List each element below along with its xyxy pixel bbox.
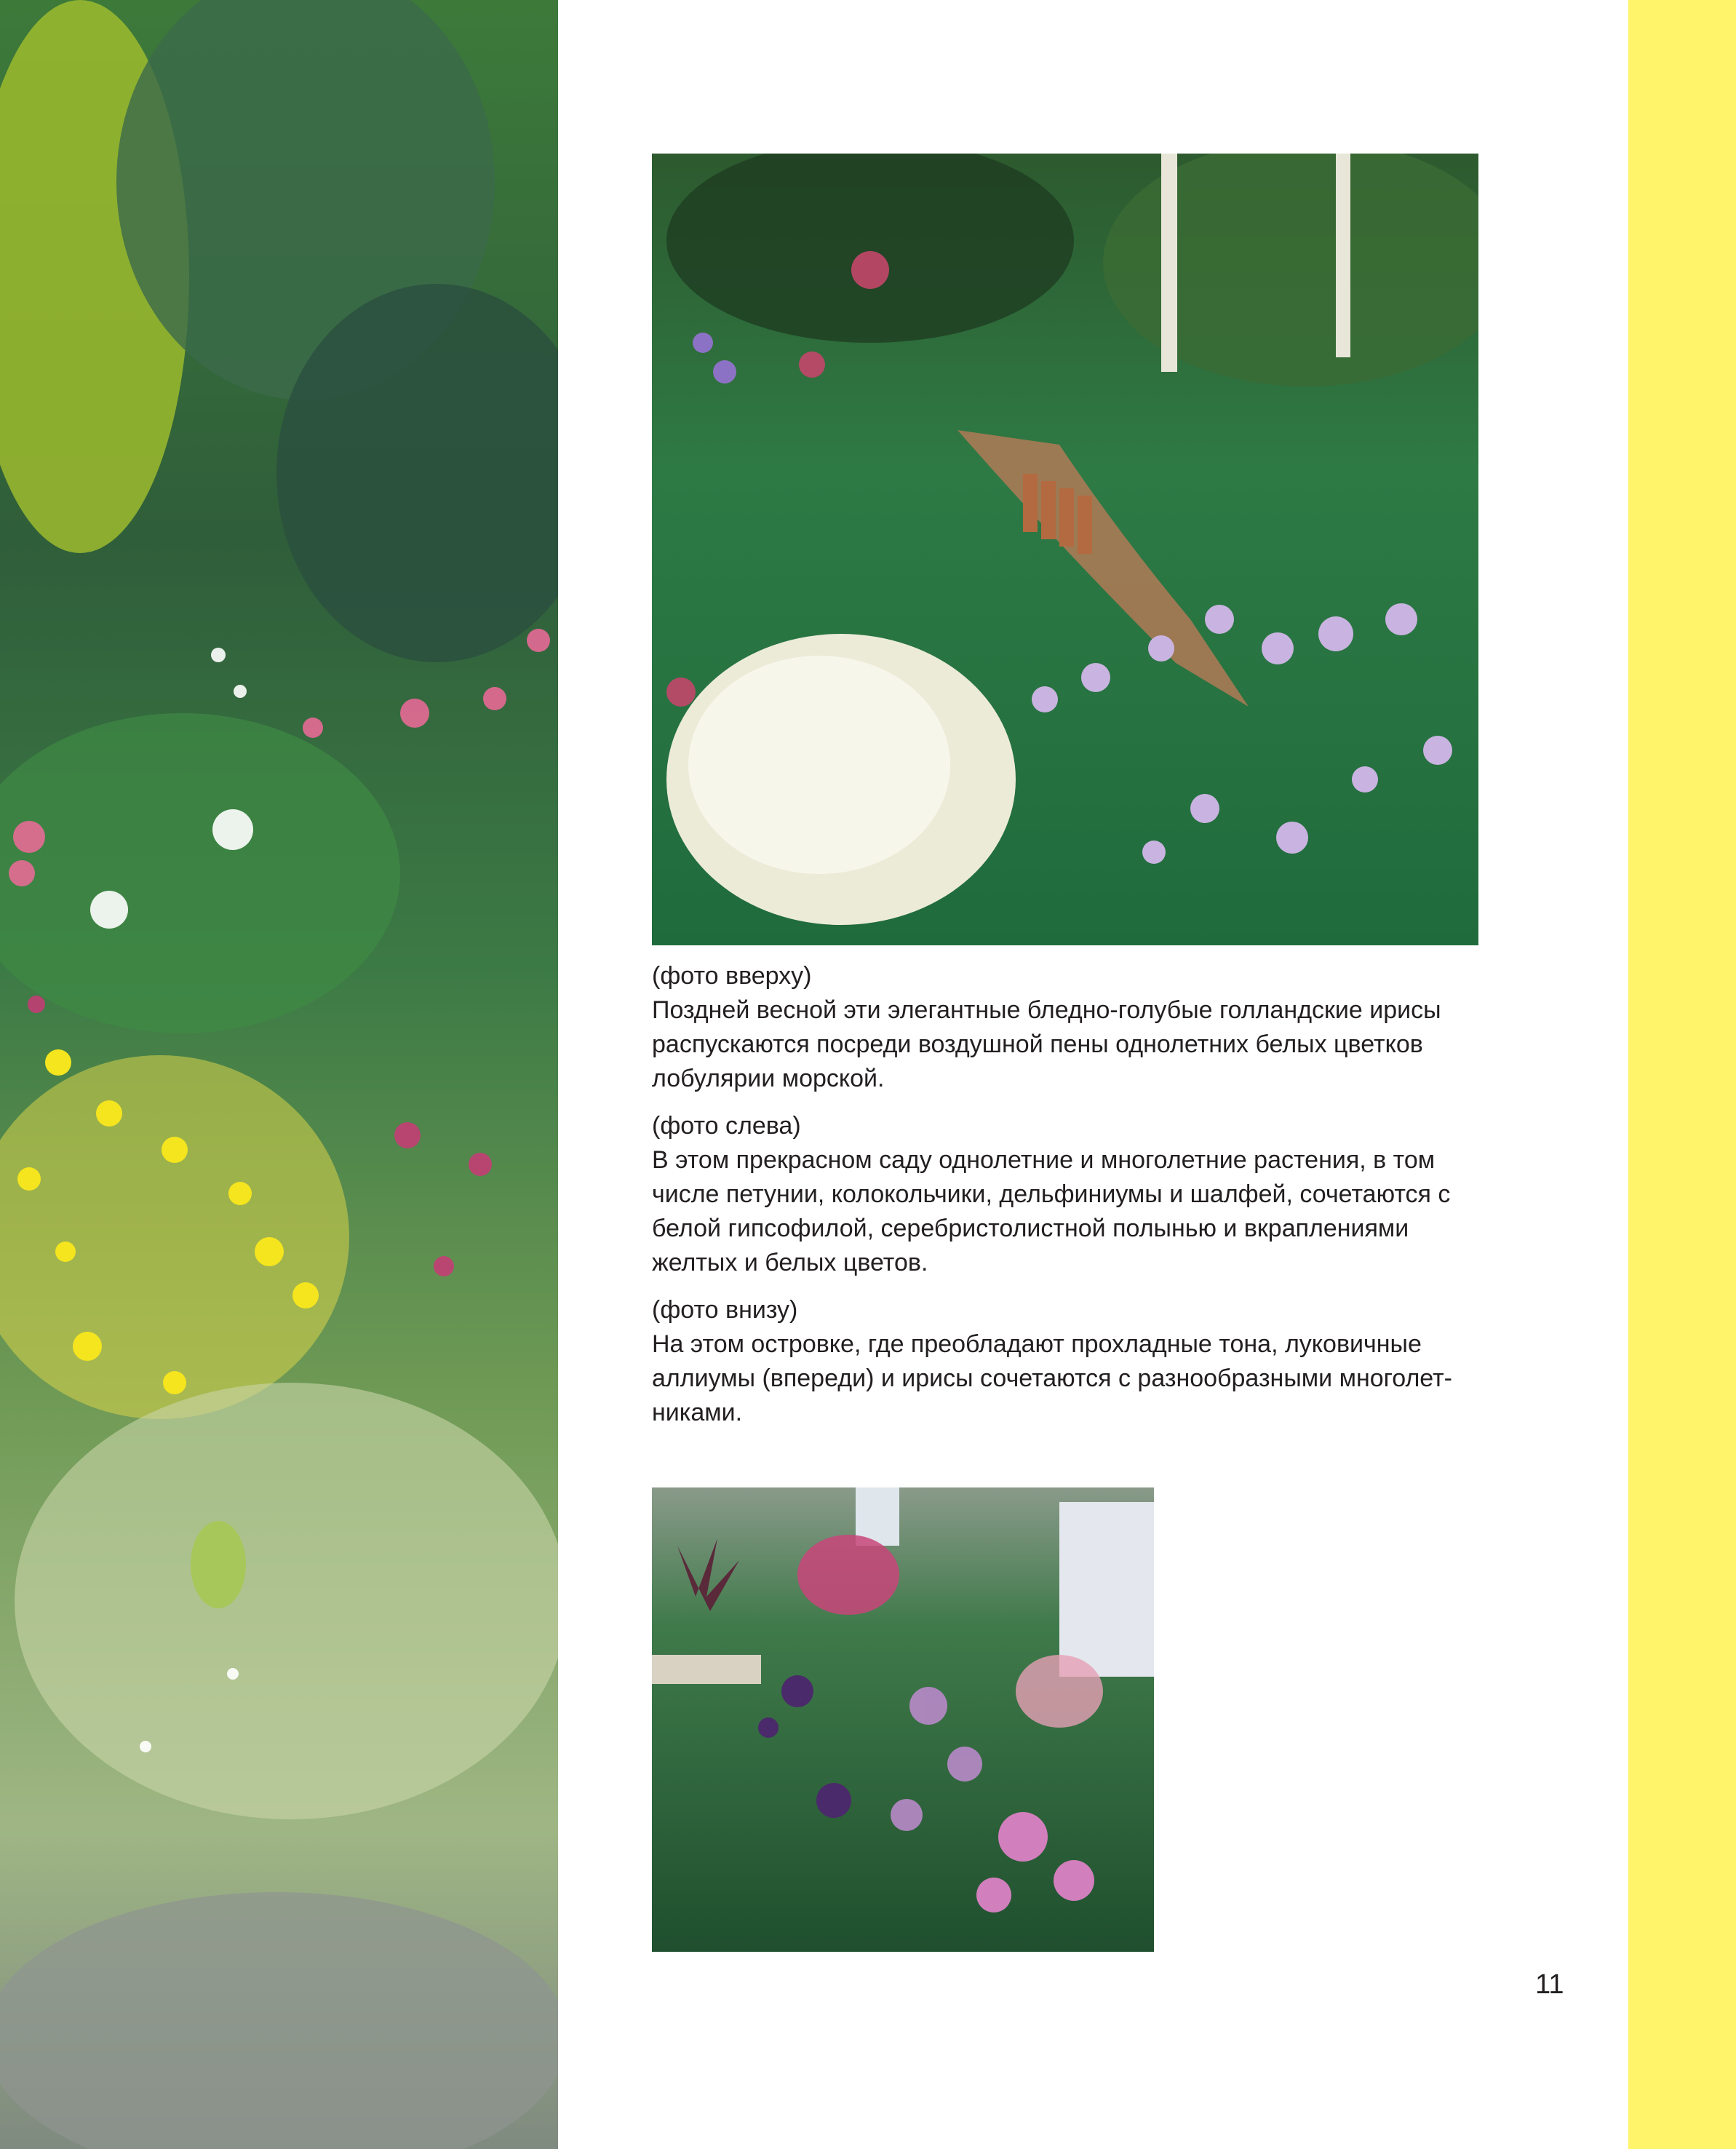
caption-text: На этом островке, где преобладают прохладные тона, луковичные аллиумы (впереди) и ирисы сочетаются с разнообразными многолет-никами.	[652, 1330, 1452, 1426]
caption-label: (фото вверху)	[652, 962, 812, 990]
caption-label: (фото внизу)	[652, 1296, 798, 1324]
top-garden-photo	[652, 154, 1478, 945]
bottom-garden-photo	[652, 1487, 1154, 1952]
caption-bottom-photo	[652, 1293, 1481, 1430]
photo-captions	[652, 959, 1481, 1443]
page-number: 11	[1535, 1969, 1564, 2000]
side-color-band	[1628, 0, 1736, 2149]
left-garden-photo	[0, 0, 558, 2149]
flower-garden-image	[0, 0, 558, 2149]
allium-garden-image	[652, 1487, 1154, 1952]
caption-text: Поздней весной эти элегантные бледно-голубые голландские ирисы распускаются посреди воздушной пены однолетних белых цветков лобулярии морской.	[652, 996, 1441, 1092]
caption-top-photo	[652, 959, 1481, 1096]
caption-left-photo	[652, 1109, 1481, 1280]
caption-label: (фото слева)	[652, 1112, 801, 1140]
caption-text: В этом прекрасном саду однолетние и многолетние растения, в том числе петунии, колокольчики, дельфиниумы и шалфей, сочетаются с белой гипсофилой, серебристолистной полынью и вкраплениями желтых и белых цветов.	[652, 1146, 1451, 1276]
iris-garden-image	[652, 154, 1478, 945]
